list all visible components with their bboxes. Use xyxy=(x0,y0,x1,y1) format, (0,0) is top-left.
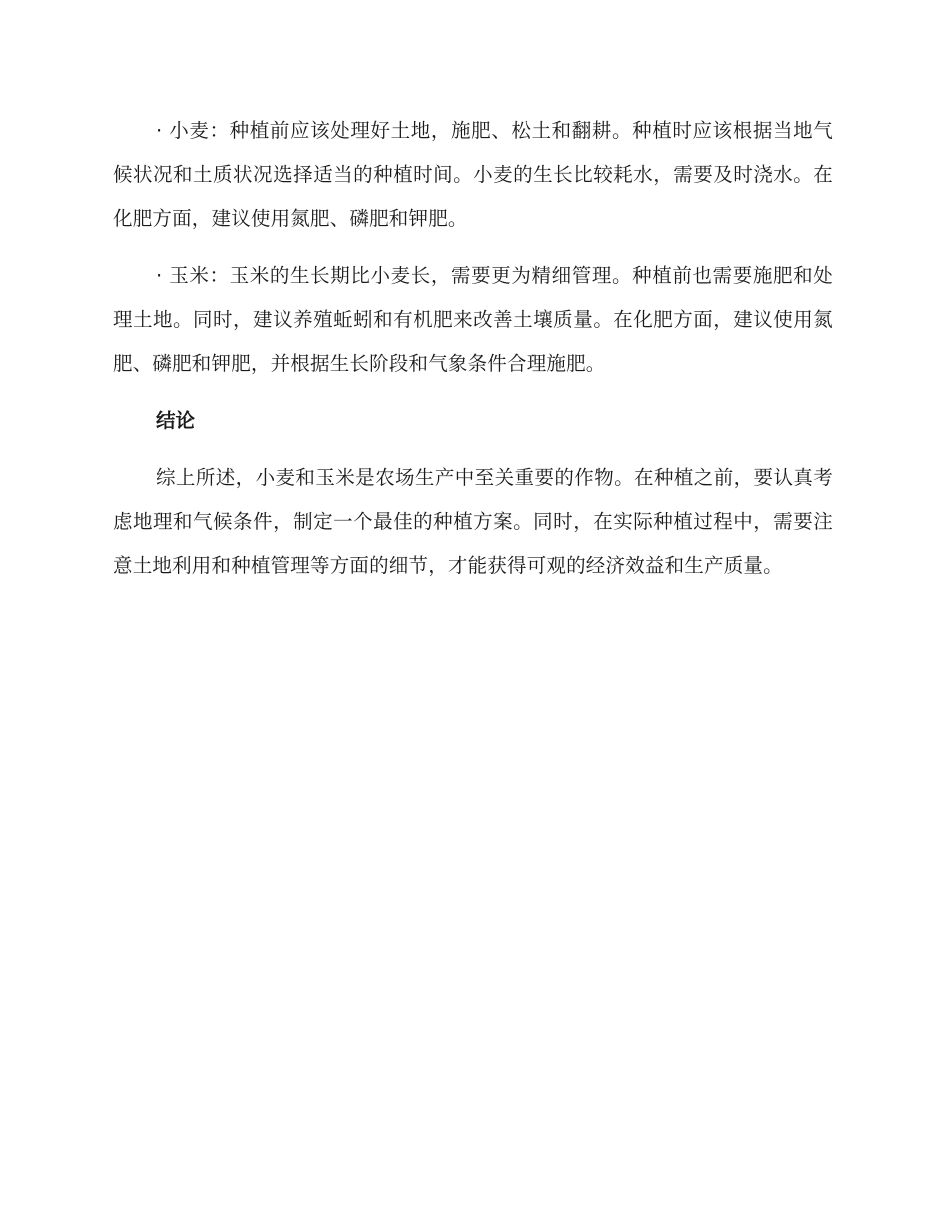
document-body xyxy=(113,109,833,601)
paragraph-wheat: · 小麦：种植前应该处理好土地，施肥、松土和翻耕。种植时应该根据当地气候状况和土质状况选择适当的种植时间。小麦的生长比较耗水，需要及时浇水。在化肥方面，建议使用氮肥、磷肥和钾肥。 xyxy=(113,119,833,230)
paragraph-conclusion: 综上所述，小麦和玉米是农场生产中至关重要的作物。在种植之前，要认真考虑地理和气候条件，制定一个最佳的种植方案。同时，在实际种植过程中，需要注意土地利用和种植管理等方面的细节，才能获得可观的经济效益和生产质量。 xyxy=(113,466,833,577)
paragraph-corn: · 玉米：玉米的生长期比小麦长，需要更为精细管理。种植前也需要施肥和处理土地。同时，建议养殖蚯蚓和有机肥来改善土壤质量。在化肥方面，建议使用氮肥、磷肥和钾肥，并根据生长阶段和气象条件合理施肥。 xyxy=(113,264,833,375)
section-heading-conclusion: 结论 xyxy=(156,409,196,432)
